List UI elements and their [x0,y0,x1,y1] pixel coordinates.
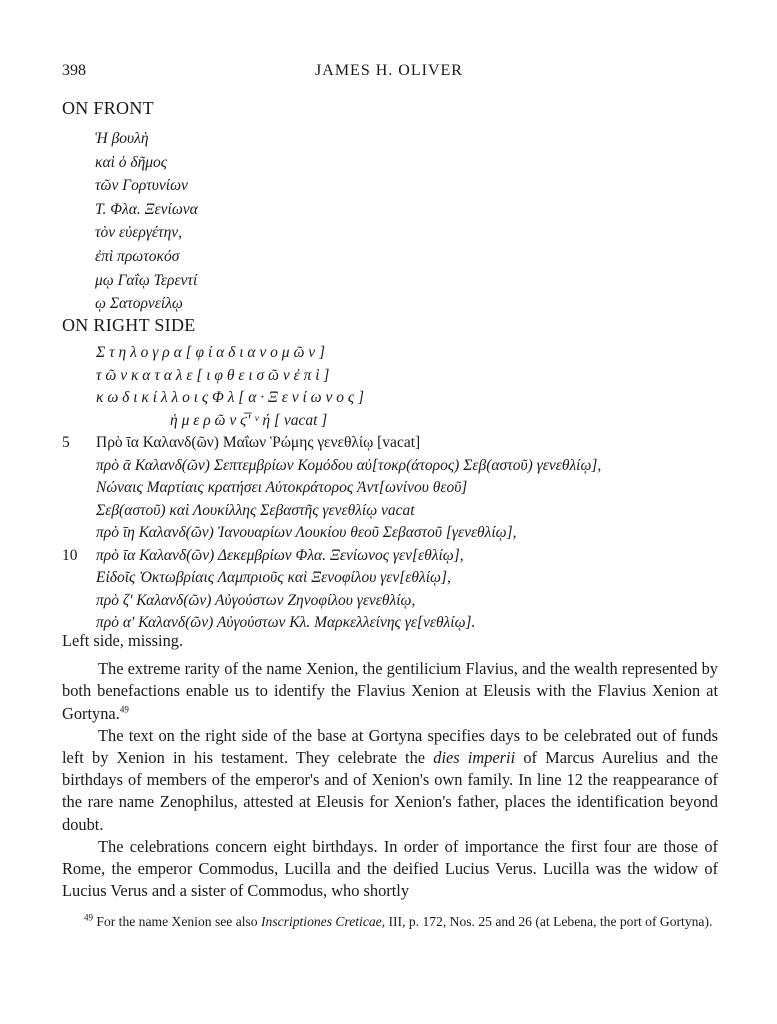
line-text: τ ῶ ν κ α τ α λ ε [ ι φ θ ε ι σ ῶ ν ἐ π ὶ ] [96,366,330,384]
footnote-text: For the name Xenion see also [93,914,261,929]
paragraph [62,658,718,725]
line-text: πρὸ ῑη Καλανδ(ῶν) Ἰανουαρίων Λουκίου θεοῦ Σεβαστοῦ [γενεθλίῳ], [96,524,517,541]
page-number: 398 [62,62,86,79]
left-side-note: Left side, missing. [62,631,184,650]
line-number: 5 [62,434,70,451]
italic-term: dies imperii [433,748,516,768]
footnote-ref: 49 [119,704,129,715]
inscription-line: τῶν Γορτυνίων [95,177,188,195]
paragraph-text: of Marcus Aurelius and the birthdays of members of the emperor's and of Xenion's own family. In line 12 the reappearance of the rare name Zenophilus, attested at Eleusis for Xenion's father, places the identification beyond doubt. [62,748,719,834]
inscription-line: Τ. Φλα. Ξενίωνα [95,200,198,218]
inscription-line [62,502,762,526]
line-text: ἡ μ ε ρ ῶ ν ϛ̅ʹ ᵛ ή [ vacat ] [170,411,328,429]
inscription-line: μῳ Γαΐῳ Τερεντί [95,271,198,289]
inscription-line [62,344,762,368]
footnote [62,912,718,932]
inscription-line [62,367,762,391]
line-text: Σεβ(αστοῦ) καὶ Λουκίλλης Σεβαστῆς γενεθλίῳ vacat [96,501,415,519]
inscription-line [62,412,762,436]
inscription-line [62,592,762,616]
page-header [62,62,716,86]
line-text: πρὸ αʹ Καλανδ(ῶν) Αὐγούστων Κλ. Μαρκελλείνης γε[νεθλίῳ]. [96,614,476,631]
inscription-line: ῳ Σατορνείλῳ [95,295,183,313]
inscription-line [62,524,762,548]
paragraph-text: The celebrations concern eight birthdays. In order of importance the first four are those of Rome, the emperor Commodus, Lucilla and the deified Lucius Verus. Lucilla was the widow of Lucius Verus and a sister of Commodus, who shortly [62,836,718,901]
inscription-line [62,569,762,593]
body-text [62,630,718,902]
inscription-line [62,547,762,571]
inscription-line [62,457,762,481]
line-number: 10 [62,546,78,564]
paragraph-text: The extreme rarity of the name Xenion, the gentilicium Flavius, and the wealth represented by both benefactions enable us to identify the Flavius Xenion at Eleusis with the Flavius Xenion at Gortyna. [62,659,718,723]
section-heading-right-side: ON RIGHT SIDE [62,315,196,335]
paragraph [62,725,718,836]
inscription-line [62,434,762,458]
line-text: κ ω δ ι κ ί λ λ ο ι ς Φ λ [ α · Ξ ε ν ί ω ν ο ς ] [96,389,365,406]
footnote-number: 49 [84,912,93,923]
section-heading-front: ON FRONT [62,98,154,118]
line-text: πρὸ ᾱ Καλανδ(ῶν) Σεπτεμβρίων Κομόδου αὐ[τοκρ(άτορος) Σεβ(αστοῦ) γενεθλίῳ], [96,456,602,474]
running-head: JAMES H. OLIVER [315,62,463,79]
line-text: Νώναις Μαρτίαις κρατήσει Αὐτοκράτορος Ἀντ[ωνίνου θεοῦ] [96,479,468,496]
inscription-line: ἐπὶ πρωτοκόσ [95,247,180,265]
front-inscription [95,127,198,316]
inscription-line: καὶ ὁ δῆμος [95,153,168,171]
paragraph-text: The text on the right side of the base at Gortyna specifies days to be celebrated out of funds left by Xenion in his testament. They celebrate the [62,725,718,768]
line-text: πρὸ ῑα Καλανδ(ῶν) Δεκεμβρίων Φλα. Ξενίωνος γεν[εθλίῳ], [96,546,464,564]
line-text: Πρὸ ῑα Καλανδ(ῶν) Μαΐων Ῥώμης γενεθλίῳ [vacat] [96,434,421,451]
inscription-line [62,479,762,503]
line-text: Εἰδοῖς Ὀκτωβρίαις Λαμπριοῦς καὶ Ξενοφίλου γεν[εθλίῳ], [96,569,451,586]
footnote-title: Inscriptiones Creticae [261,914,382,929]
paragraph [62,836,718,903]
line-text: πρὸ ζʹ Καλανδ(ῶν) Αὐγούστων Ζηνοφίλου γενεθλίῳ, [96,591,416,609]
footnote-text: , III, p. 172, Nos. 25 and 26 (at Lebena, the port of Gortyna). [381,914,713,929]
inscription-line [62,389,762,413]
inscription-line: Ἡ βουλὴ [95,130,149,147]
inscription-line: τὸν εὐεργέτην, [95,224,183,242]
line-text: Σ τ η λ ο γ ρ α [ φ ί α δ ι α ν ο μ ῶ ν ] [96,344,326,361]
